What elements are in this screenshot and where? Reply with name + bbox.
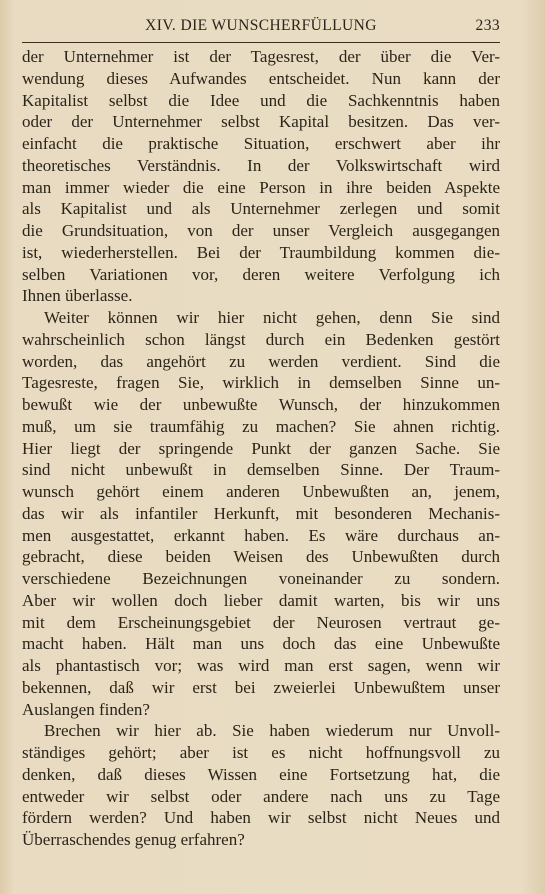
header-rule [22, 42, 500, 43]
text-line: mit dem Erscheinungsgebiet der Neurosen vertraut ge- [22, 612, 500, 632]
text-line: muß, um sie traumfähig zu machen? Sie ahnen richtig. [22, 416, 500, 436]
text-line: gebracht, diese beiden Weisen des Unbewußten durch [22, 547, 500, 567]
paragraph [22, 46, 500, 307]
text-line: selben Variationen vor, deren weitere Verfolgung ich [22, 264, 500, 284]
text-line: verschiedene Bezeichnungen voneinander zu sondern. [22, 569, 500, 588]
text-line: men ausgestattet, erkannt haben. Es wäre durchaus an- [22, 525, 500, 545]
text-line: fördern werden? Und haben wir selbst nicht Neues und [22, 808, 500, 828]
text-line: als phantastisch vor; was wird man erst sagen, wenn wir [22, 656, 500, 675]
text-line: die Grundsituation, von der unser Vergleich ausgegangen [22, 221, 500, 240]
text-line: man immer wieder die eine Person in ihre beiden Aspekte [22, 177, 500, 197]
chapter-title: XIV. DIE WUNSCHERFÜLLUNG [145, 17, 377, 34]
text-line: Auslangen finden? [22, 699, 150, 719]
text-line: Tagesreste, fragen Sie, wirklich in demselben Sinne un- [22, 373, 500, 393]
text-line: theoretisches Verständnis. In der Volkswirtschaft wird [22, 155, 500, 175]
text-line: als Kapitalist und als Unternehmer zerlegen und somit [22, 199, 500, 219]
text-line: oder der Unternehmer selbst Kapital besitzen. Das ver- [22, 112, 500, 132]
text-line: entweder wir selbst oder andere nach uns zu Tage [22, 786, 500, 806]
text-line: Brechen wir hier ab. Sie haben wiederum nur Unvoll- [44, 721, 500, 741]
body-text [22, 46, 500, 851]
text-line: einfacht die praktische Situation, erschwert aber ihr [22, 134, 500, 153]
text-line: Kapitalist selbst die Idee und die Sachkenntnis haben [22, 90, 500, 110]
text-line: macht haben. Hält man uns doch das eine Unbewußte [22, 634, 500, 654]
text-line: worden, das angehört zu werden verdient. Sind die [22, 351, 500, 371]
text-line: wunsch gehört einem anderen Unbewußten an, jenem, [22, 482, 500, 501]
paragraph [22, 720, 500, 851]
text-line: Aber wir wollen doch lieber damit warten, bis wir uns [22, 590, 500, 610]
running-header [22, 17, 500, 39]
text-line: Weiter können wir hier nicht gehen, denn Sie sind [44, 308, 500, 327]
text-line: bewußt wie der unbewußte Wunsch, der hinzukommen [22, 395, 500, 414]
text-line: denken, daß dieses Wissen eine Fortsetzung hat, die [22, 764, 500, 784]
text-line: wahrscheinlich schon längst durch ein Bedenken gestört [22, 329, 500, 349]
text-line: wendung dieses Aufwandes entscheidet. Nun kann der [22, 68, 500, 88]
text-line: bekennen, daß wir erst bei zweierlei Unbewußtem unser [22, 677, 500, 697]
text-line: das wir als infantiler Herkunft, mit besonderen Mechanis- [22, 503, 500, 523]
page-number: 233 [475, 17, 500, 34]
text-line: sind nicht unbewußt in demselben Sinne. Der Traum- [22, 460, 500, 480]
text-line: Ihnen überlasse. [22, 286, 133, 306]
paragraph [22, 307, 500, 720]
text-line: Hier liegt der springende Punkt der ganzen Sache. Sie [22, 438, 500, 458]
text-line: Überraschendes genug erfahren? [22, 830, 245, 849]
text-line: ständiges gehört; aber ist es nicht hoffnungsvoll zu [22, 743, 500, 762]
text-line: der Unternehmer ist der Tagesrest, der über die Ver- [22, 47, 500, 66]
text-line: ist, wiederherstellen. Bei der Traumbildung kommen die- [22, 242, 500, 262]
